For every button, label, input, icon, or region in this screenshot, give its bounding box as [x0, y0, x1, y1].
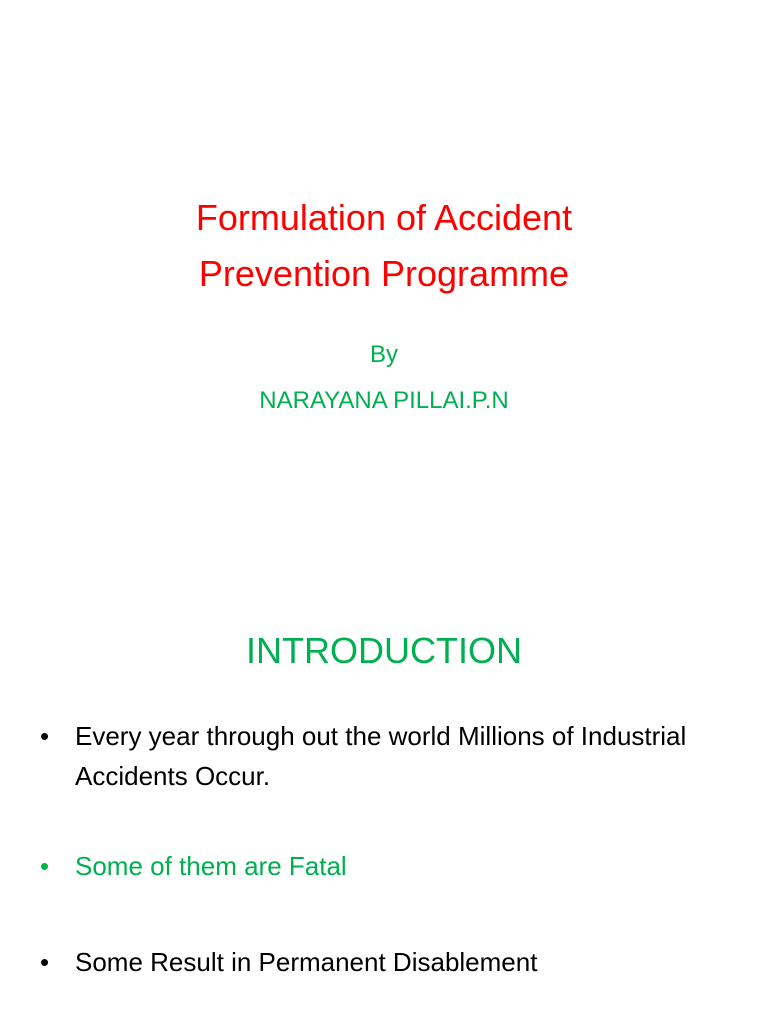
- slide-title: [0, 190, 768, 302]
- bullet-text: Every year through out the world Millions of Industrial Accidents Occur.: [75, 721, 687, 791]
- slide-subtitle: [0, 332, 768, 424]
- bullet-item: [40, 716, 730, 796]
- introduction-slide: [0, 576, 768, 1024]
- bullet-icon: •: [40, 851, 50, 881]
- bullet-text: Some Result in Permanent Disablement: [75, 947, 538, 977]
- bullet-item: [40, 846, 730, 886]
- slide-title-line-2: Prevention Programme: [198, 253, 570, 294]
- slide-title-line-1: Formulation of Accident: [195, 197, 573, 238]
- bullet-text: Some of them are Fatal: [75, 851, 347, 881]
- bullet-icon: •: [40, 947, 50, 977]
- bullet-icon: •: [40, 721, 50, 751]
- bullet-item: [40, 942, 730, 982]
- bullet-list: [40, 716, 730, 982]
- author-name: NARAYANA PILLAI.P.N: [259, 387, 509, 414]
- section-heading: INTRODUCTION: [246, 630, 522, 671]
- subtitle-by: By: [369, 341, 398, 368]
